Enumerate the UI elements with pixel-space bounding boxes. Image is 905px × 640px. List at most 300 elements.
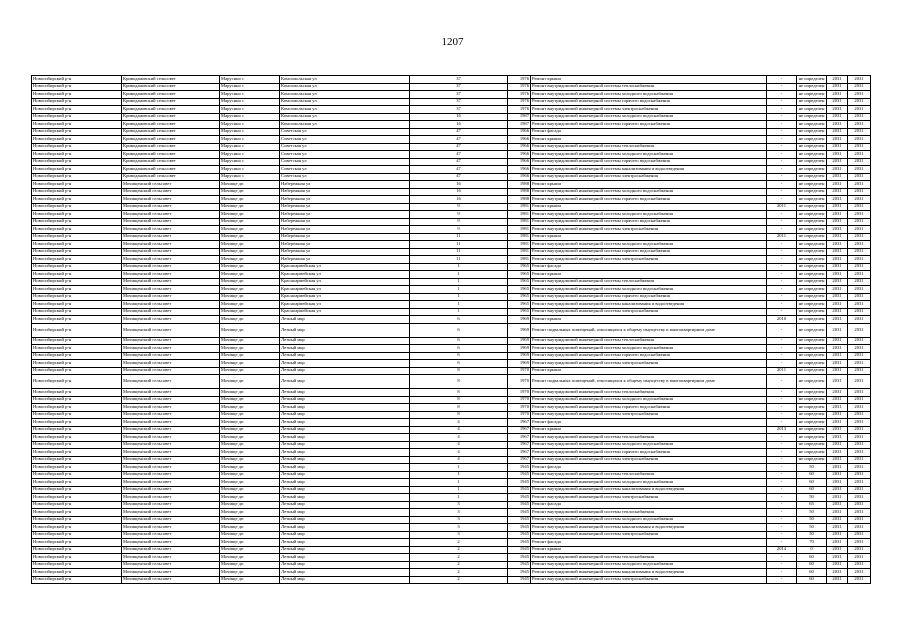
house-number-cell: 8 <box>410 375 508 389</box>
table-row <box>32 136 871 144</box>
plan-year-end-cell: 2031 <box>848 301 871 309</box>
street-cell: Летный мкр <box>280 464 410 472</box>
work-type-cell: Ремонт крыши <box>531 271 767 279</box>
last-repair-year-cell: - <box>767 113 797 121</box>
plan-year-end-cell: 2031 <box>848 91 871 99</box>
district-cell: Новосибирский р-н <box>32 98 122 106</box>
build-year-cell: 1976 <box>508 106 531 114</box>
wear-cell: не определен <box>797 404 827 412</box>
house-number-cell: 37 <box>410 98 508 106</box>
wear-cell: не определен <box>797 337 827 345</box>
last-repair-year-cell: - <box>767 360 797 368</box>
house-number-cell: 1 <box>410 479 508 487</box>
last-repair-year-cell: - <box>767 501 797 509</box>
table-row <box>32 278 871 286</box>
street-cell: Летный мкр <box>280 316 410 324</box>
plan-year-start-cell: 2031 <box>827 241 848 249</box>
settlement-cell: Мочище дп <box>220 345 280 353</box>
street-cell: Красноармейская ул <box>280 293 410 301</box>
house-number-cell: 4 <box>410 456 508 464</box>
street-cell: Советская ул <box>280 173 410 181</box>
council-cell: Мочищенский сельсовет <box>122 419 220 427</box>
table-row <box>32 389 871 397</box>
council-cell: Мочищенский сельсовет <box>122 576 220 584</box>
district-cell: Новосибирский р-н <box>32 143 122 151</box>
plan-year-start-cell: 2031 <box>827 286 848 294</box>
street-cell: Комсомольская ул <box>280 76 410 84</box>
district-cell: Новосибирский р-н <box>32 218 122 226</box>
last-repair-year-cell: - <box>767 375 797 389</box>
work-type-cell: Ремонт внутридомовой инженерной системы холодного водоснабжения <box>531 345 767 353</box>
plan-year-start-cell: 2031 <box>827 151 848 159</box>
table-row <box>32 128 871 136</box>
council-cell: Мочищенский сельсовет <box>122 226 220 234</box>
settlement-cell: Мочище дп <box>220 426 280 434</box>
wear-cell: 60 <box>797 486 827 494</box>
table-row <box>32 98 871 106</box>
district-cell: Новосибирский р-н <box>32 449 122 457</box>
plan-year-end-cell: 2031 <box>848 576 871 584</box>
street-cell: Набережная ул <box>280 203 410 211</box>
table-row <box>32 158 871 166</box>
work-type-cell: Ремонт внутридомовой инженерной системы холодного водоснабжения <box>531 516 767 524</box>
work-type-cell: Ремонт фасада <box>531 263 767 271</box>
district-cell: Новосибирский р-н <box>32 471 122 479</box>
district-cell: Новосибирский р-н <box>32 501 122 509</box>
work-type-cell: Ремонт крыши <box>531 181 767 189</box>
house-number-cell: 47 <box>410 166 508 174</box>
last-repair-year-cell: - <box>767 404 797 412</box>
plan-year-start-cell: 2031 <box>827 479 848 487</box>
wear-cell: не определен <box>797 419 827 427</box>
plan-year-start-cell: 2031 <box>827 494 848 502</box>
council-cell: Мочищенский сельсовет <box>122 396 220 404</box>
plan-year-start-cell: 2031 <box>827 188 848 196</box>
settlement-cell: Мочище дп <box>220 539 280 547</box>
council-cell: Криводановский сельсовет <box>122 151 220 159</box>
build-year-cell: 1967 <box>508 426 531 434</box>
wear-cell: не определен <box>797 278 827 286</box>
plan-year-end-cell: 2031 <box>848 486 871 494</box>
plan-year-end-cell: 2031 <box>848 531 871 539</box>
work-type-cell: Ремонт внутридомовой инженерной системы холодного водоснабжения <box>531 479 767 487</box>
last-repair-year-cell: - <box>767 128 797 136</box>
wear-cell: не определен <box>797 143 827 151</box>
work-type-cell: Ремонт внутридомовой инженерной системы горячего водоснабжения <box>531 98 767 106</box>
plan-year-end-cell: 2031 <box>848 426 871 434</box>
wear-cell: не определен <box>797 203 827 211</box>
street-cell: Советская ул <box>280 158 410 166</box>
plan-year-start-cell: 2031 <box>827 248 848 256</box>
build-year-cell: 1965 <box>508 308 531 316</box>
council-cell: Мочищенский сельсовет <box>122 308 220 316</box>
build-year-cell: 1945 <box>508 576 531 584</box>
plan-year-start-cell: 2031 <box>827 136 848 144</box>
work-type-cell: Ремонт внутридомовой инженерной системы электроснабжения <box>531 456 767 464</box>
house-number-cell: 16 <box>410 196 508 204</box>
street-cell: Летный мкр <box>280 546 410 554</box>
wear-cell: 50 <box>797 494 827 502</box>
build-year-cell: 1976 <box>508 83 531 91</box>
council-cell: Криводановский сельсовет <box>122 91 220 99</box>
table-row <box>32 323 871 337</box>
last-repair-year-cell: 2011 <box>767 233 797 241</box>
work-type-cell: Ремонт фасада <box>531 419 767 427</box>
plan-year-end-cell: 2031 <box>848 128 871 136</box>
work-type-cell: Ремонт внутридомовой инженерной системы теплоснабжения <box>531 434 767 442</box>
table-row <box>32 316 871 324</box>
house-number-cell: 1 <box>410 494 508 502</box>
table-row <box>32 546 871 554</box>
work-type-cell: Ремонт внутридомовой инженерной системы канализования и водоотведения <box>531 166 767 174</box>
last-repair-year-cell: - <box>767 561 797 569</box>
street-cell: Набережная ул <box>280 181 410 189</box>
plan-year-start-cell: 2031 <box>827 76 848 84</box>
build-year-cell: 1965 <box>508 286 531 294</box>
work-type-cell: Ремонт внутридомовой инженерной системы холодного водоснабжения <box>531 151 767 159</box>
house-number-cell: 1 <box>410 293 508 301</box>
plan-year-start-cell: 2031 <box>827 226 848 234</box>
plan-year-start-cell: 2031 <box>827 509 848 517</box>
council-cell: Мочищенский сельсовет <box>122 404 220 412</box>
last-repair-year-cell: - <box>767 494 797 502</box>
street-cell: Летный мкр <box>280 367 410 375</box>
settlement-cell: Марусино с <box>220 98 280 106</box>
build-year-cell: 1945 <box>508 531 531 539</box>
wear-cell: не определен <box>797 106 827 114</box>
last-repair-year-cell: - <box>767 449 797 457</box>
street-cell: Летный мкр <box>280 375 410 389</box>
house-number-cell: 1 <box>410 286 508 294</box>
wear-cell: не определен <box>797 352 827 360</box>
table-row <box>32 456 871 464</box>
wear-cell: не определен <box>797 293 827 301</box>
last-repair-year-cell: - <box>767 486 797 494</box>
build-year-cell: 1970 <box>508 367 531 375</box>
wear-cell: 50 <box>797 516 827 524</box>
settlement-cell: Мочище дп <box>220 419 280 427</box>
plan-year-end-cell: 2031 <box>848 256 871 264</box>
table-row <box>32 464 871 472</box>
street-cell: Летный мкр <box>280 576 410 584</box>
council-cell: Мочищенский сельсовет <box>122 516 220 524</box>
table-row <box>32 166 871 174</box>
last-repair-year-cell: 2014 <box>767 546 797 554</box>
build-year-cell: 1969 <box>508 337 531 345</box>
plan-year-end-cell: 2031 <box>848 158 871 166</box>
house-number-cell: 1 <box>410 471 508 479</box>
plan-year-start-cell: 2031 <box>827 561 848 569</box>
street-cell: Летный мкр <box>280 352 410 360</box>
wear-cell: не определен <box>797 256 827 264</box>
wear-cell: 65 <box>797 501 827 509</box>
street-cell: Красноармейская ул <box>280 278 410 286</box>
build-year-cell: 1966 <box>508 166 531 174</box>
council-cell: Криводановский сельсовет <box>122 158 220 166</box>
council-cell: Криводановский сельсовет <box>122 98 220 106</box>
work-type-cell: Ремонт внутридомовой инженерной системы канализования и водоотведения <box>531 524 767 532</box>
street-cell: Летный мкр <box>280 539 410 547</box>
work-type-cell: Ремонт внутридомовой инженерной системы холодного водоснабжения <box>531 441 767 449</box>
wear-cell: не определен <box>797 196 827 204</box>
table-row <box>32 76 871 84</box>
street-cell: Комсомольская ул <box>280 113 410 121</box>
work-type-cell: Ремонт внутридомовой инженерной системы канализования и водоотведения <box>531 301 767 309</box>
build-year-cell: 1969 <box>508 360 531 368</box>
build-year-cell: 1988 <box>508 196 531 204</box>
plan-year-start-cell: 2031 <box>827 501 848 509</box>
plan-year-end-cell: 2031 <box>848 173 871 181</box>
street-cell: Летный мкр <box>280 569 410 577</box>
house-number-cell: 8 <box>410 404 508 412</box>
house-number-cell: 8 <box>410 411 508 419</box>
work-type-cell: Ремонт внутридомовой инженерной системы теплоснабжения <box>531 83 767 91</box>
street-cell: Летный мкр <box>280 524 410 532</box>
plan-year-start-cell: 2031 <box>827 218 848 226</box>
plan-year-start-cell: 2031 <box>827 337 848 345</box>
last-repair-year-cell: - <box>767 226 797 234</box>
wear-cell: не определен <box>797 188 827 196</box>
wear-cell: не определен <box>797 323 827 337</box>
settlement-cell: Мочище дп <box>220 494 280 502</box>
district-cell: Новосибирский р-н <box>32 121 122 129</box>
district-cell: Новосибирский р-н <box>32 233 122 241</box>
council-cell: Криводановский сельсовет <box>122 166 220 174</box>
wear-cell: не определен <box>797 121 827 129</box>
plan-year-end-cell: 2031 <box>848 539 871 547</box>
wear-cell: 60 <box>797 561 827 569</box>
build-year-cell: 1945 <box>508 539 531 547</box>
district-cell: Новосибирский р-н <box>32 91 122 99</box>
work-type-cell: Ремонт подвальных помещений, относящихся к общему имуществу в многоквартирном доме <box>531 375 767 389</box>
council-cell: Мочищенский сельсовет <box>122 486 220 494</box>
council-cell: Криводановский сельсовет <box>122 128 220 136</box>
house-number-cell: 2 <box>410 554 508 562</box>
street-cell: Набережная ул <box>280 188 410 196</box>
street-cell: Летный мкр <box>280 449 410 457</box>
last-repair-year-cell: - <box>767 539 797 547</box>
work-type-cell: Ремонт крыши <box>531 233 767 241</box>
settlement-cell: Мочище дп <box>220 546 280 554</box>
build-year-cell: 1976 <box>508 76 531 84</box>
table-row <box>32 360 871 368</box>
street-cell: Летный мкр <box>280 396 410 404</box>
plan-year-end-cell: 2031 <box>848 524 871 532</box>
wear-cell: не определен <box>797 151 827 159</box>
plan-year-start-cell: 2031 <box>827 411 848 419</box>
plan-year-start-cell: 2031 <box>827 83 848 91</box>
settlement-cell: Мочище дп <box>220 569 280 577</box>
house-number-cell: 11 <box>410 233 508 241</box>
work-type-cell: Ремонт внутридомовой инженерной системы горячего водоснабжения <box>531 352 767 360</box>
settlement-cell: Мочище дп <box>220 524 280 532</box>
build-year-cell: 1981 <box>508 226 531 234</box>
district-cell: Новосибирский р-н <box>32 426 122 434</box>
street-cell: Летный мкр <box>280 434 410 442</box>
table-row <box>32 218 871 226</box>
plan-year-start-cell: 2031 <box>827 449 848 457</box>
house-number-cell: 4 <box>410 426 508 434</box>
build-year-cell: 1988 <box>508 188 531 196</box>
last-repair-year-cell: - <box>767 441 797 449</box>
council-cell: Мочищенский сельсовет <box>122 337 220 345</box>
plan-year-end-cell: 2031 <box>848 449 871 457</box>
plan-year-end-cell: 2031 <box>848 323 871 337</box>
district-cell: Новосибирский р-н <box>32 411 122 419</box>
council-cell: Мочищенский сельсовет <box>122 301 220 309</box>
plan-year-start-cell: 2031 <box>827 121 848 129</box>
district-cell: Новосибирский р-н <box>32 576 122 584</box>
build-year-cell: 1945 <box>508 471 531 479</box>
last-repair-year-cell: - <box>767 166 797 174</box>
house-number-cell: 6 <box>410 352 508 360</box>
build-year-cell: 1945 <box>508 569 531 577</box>
wear-cell: не определен <box>797 241 827 249</box>
work-type-cell: Ремонт внутридомовой инженерной системы горячего водоснабжения <box>531 404 767 412</box>
build-year-cell: 1981 <box>508 233 531 241</box>
table-row <box>32 375 871 389</box>
wear-cell: не определен <box>797 181 827 189</box>
settlement-cell: Мочище дп <box>220 441 280 449</box>
settlement-cell: Мочище дп <box>220 203 280 211</box>
house-number-cell: 9 <box>410 226 508 234</box>
street-cell: Советская ул <box>280 136 410 144</box>
last-repair-year-cell: - <box>767 158 797 166</box>
last-repair-year-cell: - <box>767 531 797 539</box>
work-type-cell: Ремонт внутридомовой инженерной системы электроснабжения <box>531 576 767 584</box>
street-cell: Советская ул <box>280 143 410 151</box>
council-cell: Мочищенский сельсовет <box>122 293 220 301</box>
house-number-cell: 3 <box>410 516 508 524</box>
last-repair-year-cell: 2013 <box>767 426 797 434</box>
last-repair-year-cell: - <box>767 554 797 562</box>
table-row <box>32 479 871 487</box>
table-row <box>32 173 871 181</box>
table-row <box>32 286 871 294</box>
district-cell: Новосибирский р-н <box>32 211 122 219</box>
street-cell: Летный мкр <box>280 456 410 464</box>
house-number-cell: 8 <box>410 389 508 397</box>
council-cell: Мочищенский сельсовет <box>122 456 220 464</box>
wear-cell: не определен <box>797 375 827 389</box>
house-number-cell: 4 <box>410 449 508 457</box>
plan-year-start-cell: 2031 <box>827 539 848 547</box>
plan-year-end-cell: 2031 <box>848 181 871 189</box>
settlement-cell: Марусино с <box>220 151 280 159</box>
wear-cell: не определен <box>797 83 827 91</box>
wear-cell: 0 <box>797 546 827 554</box>
street-cell: Летный мкр <box>280 419 410 427</box>
district-cell: Новосибирский р-н <box>32 561 122 569</box>
settlement-cell: Мочище дп <box>220 464 280 472</box>
council-cell: Криводановский сельсовет <box>122 106 220 114</box>
plan-year-start-cell: 2031 <box>827 323 848 337</box>
plan-year-start-cell: 2031 <box>827 367 848 375</box>
plan-year-start-cell: 2031 <box>827 256 848 264</box>
build-year-cell: 1967 <box>508 456 531 464</box>
council-cell: Мочищенский сельсовет <box>122 434 220 442</box>
build-year-cell: 1945 <box>508 546 531 554</box>
table-row <box>32 501 871 509</box>
settlement-cell: Мочище дп <box>220 286 280 294</box>
street-cell: Летный мкр <box>280 561 410 569</box>
district-cell: Новосибирский р-н <box>32 494 122 502</box>
build-year-cell: 1965 <box>508 271 531 279</box>
last-repair-year-cell: 2011 <box>767 203 797 211</box>
wear-cell: не определен <box>797 158 827 166</box>
district-cell: Новосибирский р-н <box>32 396 122 404</box>
table-row <box>32 337 871 345</box>
plan-year-end-cell: 2031 <box>848 479 871 487</box>
build-year-cell: 1969 <box>508 352 531 360</box>
work-type-cell: Ремонт внутридомовой инженерной системы электроснабжения <box>531 531 767 539</box>
street-cell: Летный мкр <box>280 411 410 419</box>
plan-year-start-cell: 2031 <box>827 143 848 151</box>
last-repair-year-cell: - <box>767 411 797 419</box>
plan-year-start-cell: 2031 <box>827 531 848 539</box>
work-type-cell: Ремонт крыши <box>531 76 767 84</box>
district-cell: Новосибирский р-н <box>32 196 122 204</box>
council-cell: Мочищенский сельсовет <box>122 479 220 487</box>
work-type-cell: Ремонт внутридомовой инженерной системы холодного водоснабжения <box>531 91 767 99</box>
build-year-cell: 1965 <box>508 301 531 309</box>
wear-cell: 50 <box>797 464 827 472</box>
settlement-cell: Марусино с <box>220 91 280 99</box>
district-cell: Новосибирский р-н <box>32 367 122 375</box>
house-number-cell: 6 <box>410 360 508 368</box>
house-number-cell: 16 <box>410 113 508 121</box>
street-cell: Красноармейская ул <box>280 271 410 279</box>
plan-year-start-cell: 2031 <box>827 576 848 584</box>
build-year-cell: 1969 <box>508 323 531 337</box>
plan-year-end-cell: 2031 <box>848 396 871 404</box>
work-type-cell: Ремонт внутридомовой инженерной системы горячего водоснабжения <box>531 248 767 256</box>
plan-year-start-cell: 2031 <box>827 301 848 309</box>
settlement-cell: Мочище дп <box>220 561 280 569</box>
work-type-cell: Ремонт внутридомовой инженерной системы холодного водоснабжения <box>531 188 767 196</box>
district-cell: Новосибирский р-н <box>32 419 122 427</box>
table-row <box>32 516 871 524</box>
wear-cell: 50 <box>797 524 827 532</box>
build-year-cell: 1966 <box>508 173 531 181</box>
build-year-cell: 1945 <box>508 509 531 517</box>
build-year-cell: 1987 <box>508 121 531 129</box>
plan-year-start-cell: 2031 <box>827 203 848 211</box>
last-repair-year-cell: - <box>767 471 797 479</box>
table-row <box>32 233 871 241</box>
council-cell: Мочищенский сельсовет <box>122 248 220 256</box>
build-year-cell: 1945 <box>508 524 531 532</box>
plan-year-end-cell: 2031 <box>848 345 871 353</box>
last-repair-year-cell: - <box>767 136 797 144</box>
wear-cell: 60 <box>797 569 827 577</box>
work-type-cell: Ремонт внутридомовой инженерной системы холодного водоснабжения <box>531 113 767 121</box>
district-cell: Новосибирский р-н <box>32 173 122 181</box>
district-cell: Новосибирский р-н <box>32 166 122 174</box>
district-cell: Новосибирский р-н <box>32 263 122 271</box>
wear-cell: не определен <box>797 211 827 219</box>
house-number-cell: 2 <box>410 561 508 569</box>
house-number-cell: 8 <box>410 396 508 404</box>
work-type-cell: Ремонт внутридомовой инженерной системы холодного водоснабжения <box>531 286 767 294</box>
table-row <box>32 367 871 375</box>
settlement-cell: Марусино с <box>220 136 280 144</box>
council-cell: Мочищенский сельсовет <box>122 471 220 479</box>
plan-year-start-cell: 2031 <box>827 456 848 464</box>
house-number-cell: 16 <box>410 188 508 196</box>
build-year-cell: 1965 <box>508 293 531 301</box>
plan-year-end-cell: 2031 <box>848 509 871 517</box>
